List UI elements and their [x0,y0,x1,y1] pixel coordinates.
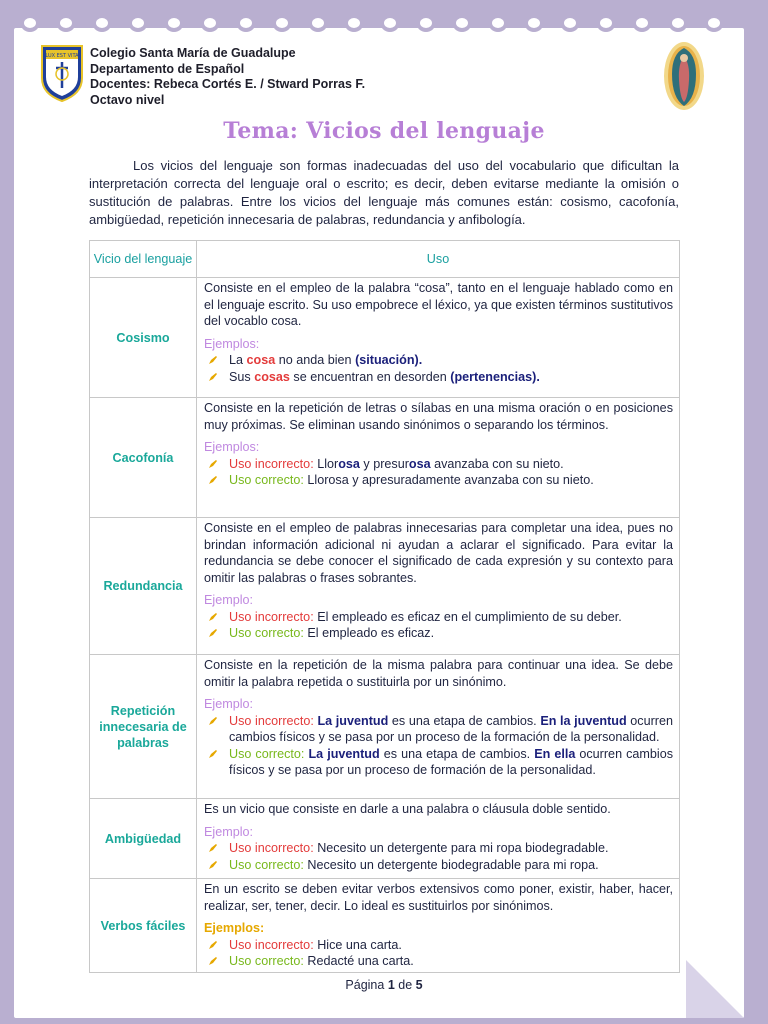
list-item: Uso incorrecto: Hice una carta. [204,937,673,954]
examples-list [204,609,673,642]
row-usage [197,278,680,398]
list-item: Uso incorrecto: El empleado es eficaz en el cumplimiento de su deber. [204,609,673,626]
pencil-bullet-icon [208,459,218,469]
table-row [90,655,680,799]
list-item: Uso incorrecto: Necesito un detergente para mi ropa biodegradable. [204,840,673,857]
examples-list [204,840,673,873]
logo-motto: LUX EST VITA [45,53,79,59]
row-name: Redundancia [90,518,197,655]
examples-label: Ejemplo: [204,697,253,711]
teachers-line: Docentes: Rebeca Cortés E. / Stward Porras F. [90,77,366,91]
list-item: Uso incorrecto: La juventud es una etapa de cambios. En la juventud ocurren cambios físicos y se pasa por un proceso de la formación de la personalidad. [204,713,673,746]
examples-label: Ejemplo: [204,593,253,607]
row-description: Es un vicio que consiste en darle a una palabra o cláusula doble sentido. [204,802,611,816]
column-header-vicio: Vicio del lenguaje [90,241,197,278]
pencil-bullet-icon [208,716,218,726]
pencil-bullet-icon [208,628,218,638]
row-usage [197,655,680,799]
list-item: Uso correcto: El empleado es eficaz. [204,625,673,642]
list-item: Uso correcto: Necesito un detergente biodegradable para mi ropa. [204,857,673,874]
page-title: Tema: Vicios del lenguaje [223,118,545,144]
list-item: Sus cosas se encuentran en desorden (pertenencias). [204,369,673,386]
row-description: Consiste en la repetición de letras o sílabas en una misma oración o en posiciones muy próximas. Se eliminan usando sinónimos o separando los términos. [204,401,673,432]
row-description: Consiste en el empleo de palabras innecesarias para completar una idea, pues no brindan información adicional ni ayudan a aclarar el significado. Para evitar la redundancia se debe conocer el significado de cada expresión y su contexto para omitir las palabras o frases sobrantes. [204,521,673,585]
list-item: Uso correcto: Llorosa y apresuradamente avanzaba con su nieto. [204,472,673,489]
row-usage [197,518,680,655]
pencil-bullet-icon [208,612,218,622]
binder-holes [20,0,760,32]
row-usage [197,398,680,518]
pencil-bullet-icon [208,956,218,966]
examples-label: Ejemplos: [204,921,265,935]
pencil-bullet-icon [208,475,218,485]
pencil-bullet-icon [208,355,218,365]
row-name: Cosismo [90,278,197,398]
pencil-bullet-icon [208,940,218,950]
examples-label: Ejemplo: [204,824,253,839]
pencil-bullet-icon [208,372,218,382]
grade-level: Octavo nivel [90,92,165,107]
table-row [90,398,680,518]
table-row [90,278,680,398]
page-number: Página 1 de 5 [345,978,423,992]
school-logo-icon [40,44,84,102]
list-item: Uso incorrecto: Llorosa y presurosa avanzaba con su nieto. [204,456,673,473]
list-item: Uso correcto: La juventud es una etapa de cambios. En ella ocurren cambios físicos y se pasa por un proceso de formación de la personalidad. [204,746,673,779]
document-header [40,44,730,114]
table-row [90,879,680,973]
vicios-table [89,240,680,973]
examples-label: Ejemplos: [204,336,260,351]
intro-paragraph: Los vicios del lenguaje son formas inadecuadas del uso del vocabulario que dificultan la interpretación correcta del lenguaje oral o escrito; es decir, deben evitarse mediante la omisión o sustitución de palabras. Entre los vicios del lenguaje más comunes están: cosismo, cacofonía, ambigüedad, repetición innecesaria de palabras, redundancia y anfibología. [89,158,679,227]
list-item: La cosa no anda bien (situación). [204,352,673,369]
row-name: Repetición innecesaria de palabras [90,655,197,799]
row-description: Consiste en la repetición de la misma palabra para continuar una idea. Se debe omitir la palabra repetida o sustituirla por un sinónimo. [204,658,673,689]
list-item: Uso correcto: Redacté una carta. [204,953,673,970]
department-name: Departamento de Español [90,61,245,76]
row-description: En un escrito se deben evitar verbos extensivos como poner, existir, haber, hacer, realizar, ser, tener, decir. Lo ideal es sustituirlos por sinónimos. [204,882,673,913]
pencil-bullet-icon [208,843,218,853]
examples-list [204,937,673,970]
examples-list [204,352,673,385]
row-description: Consiste en el empleo de la palabra “cosa”, tanto en el lenguaje hablado como en el lenguaje escrito. Su uso empobrece el léxico, ya que existen términos sustitutivos del vocablo cosa. [204,281,674,328]
table-row [90,799,680,879]
row-name: Ambigüedad [90,799,197,879]
row-name: Verbos fáciles [90,879,197,973]
pencil-bullet-icon [208,860,218,870]
column-header-uso: Uso [197,241,680,278]
row-usage [197,879,680,973]
row-name: Cacofonía [90,398,197,518]
table-header-row [90,241,680,278]
virgin-guadalupe-icon [662,40,706,112]
row-usage [197,799,680,879]
examples-label: Ejemplos: [204,440,260,454]
pencil-bullet-icon [208,749,218,759]
table-row [90,518,680,655]
examples-list [204,456,673,489]
school-name: Colegio Santa María de Guadalupe [90,46,296,60]
examples-list [204,713,673,779]
